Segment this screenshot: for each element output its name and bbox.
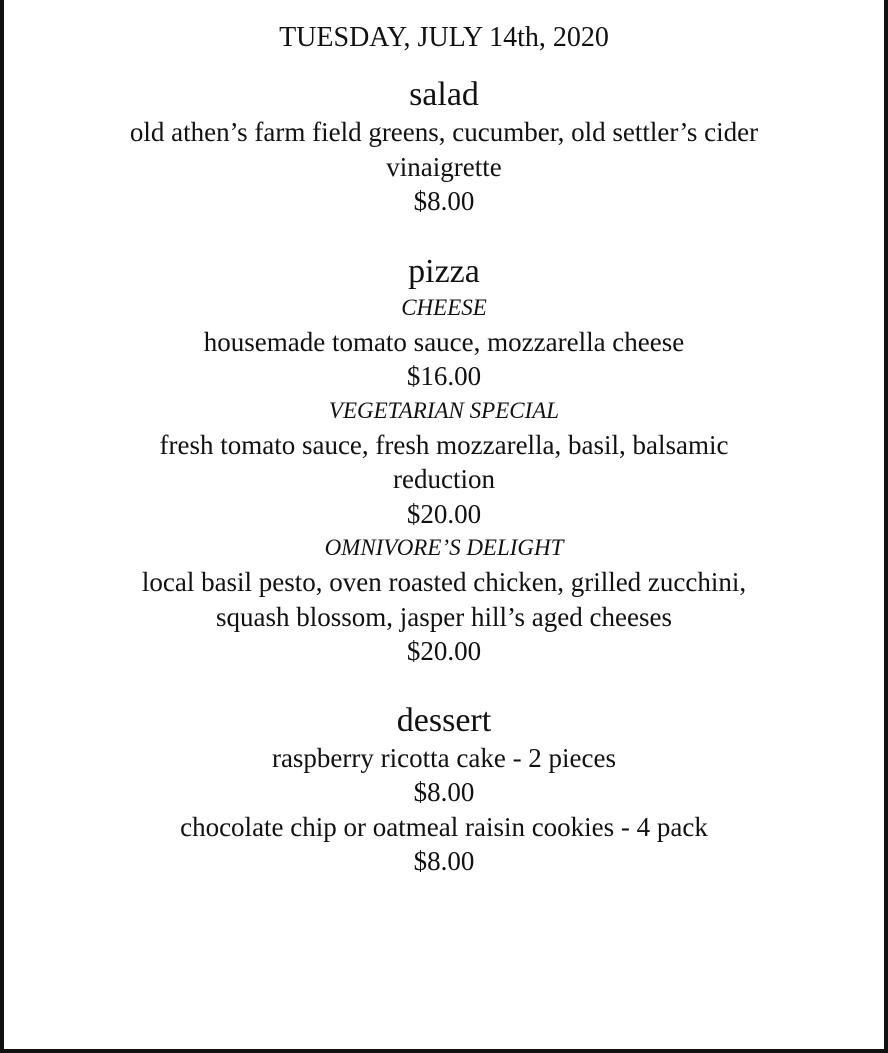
section-title-salad: salad: [409, 76, 479, 113]
item-price: $20.00: [406, 498, 482, 529]
menu-date: TUESDAY, JULY 14th, 2020: [279, 22, 609, 53]
menu-content: [4, 0, 884, 879]
item-description-line: fresh tomato sauce, fresh mozzarella, basil, balsamic: [159, 429, 729, 460]
section-title-pizza: pizza: [408, 252, 480, 290]
item-name: CHEESE: [401, 294, 487, 320]
menu-item-cookies: [4, 810, 884, 879]
menu-item-salad: [4, 115, 884, 219]
menu-item-omnivores-delight: [4, 531, 884, 669]
menu-item-cheese-pizza: [4, 291, 884, 394]
item-price: $16.00: [406, 361, 482, 391]
section-title-dessert: dessert: [396, 701, 492, 739]
item-price: $20.00: [406, 636, 482, 666]
item-description-line: vinaigrette: [386, 151, 502, 182]
item-description-line: local basil pesto, oven roasted chicken, grilled zucchini,: [141, 567, 747, 597]
item-price: $8.00: [413, 777, 475, 807]
item-description-line: squash blossom, jasper hill’s aged cheeses: [216, 601, 672, 632]
item-description-line: raspberry ricotta cake - 2 pieces: [271, 742, 617, 773]
item-name: OMNIVORE’S DELIGHT: [324, 535, 564, 560]
item-description-line: reduction: [393, 464, 495, 494]
item-name: VEGETARIAN SPECIAL: [328, 397, 560, 423]
item-price: $8.00: [413, 186, 475, 216]
item-description-line: old athen’s farm field greens, cucumber, old settler’s cider: [129, 117, 759, 147]
menu-item-vegetarian-special: [4, 394, 884, 532]
menu-item-raspberry-ricotta-cake: [4, 741, 884, 810]
item-description-line: housemade tomato sauce, mozzarella cheese: [203, 326, 685, 357]
item-description-line: chocolate chip or oatmeal raisin cookies - 4 pack: [180, 811, 708, 842]
item-price: $8.00: [413, 846, 475, 876]
